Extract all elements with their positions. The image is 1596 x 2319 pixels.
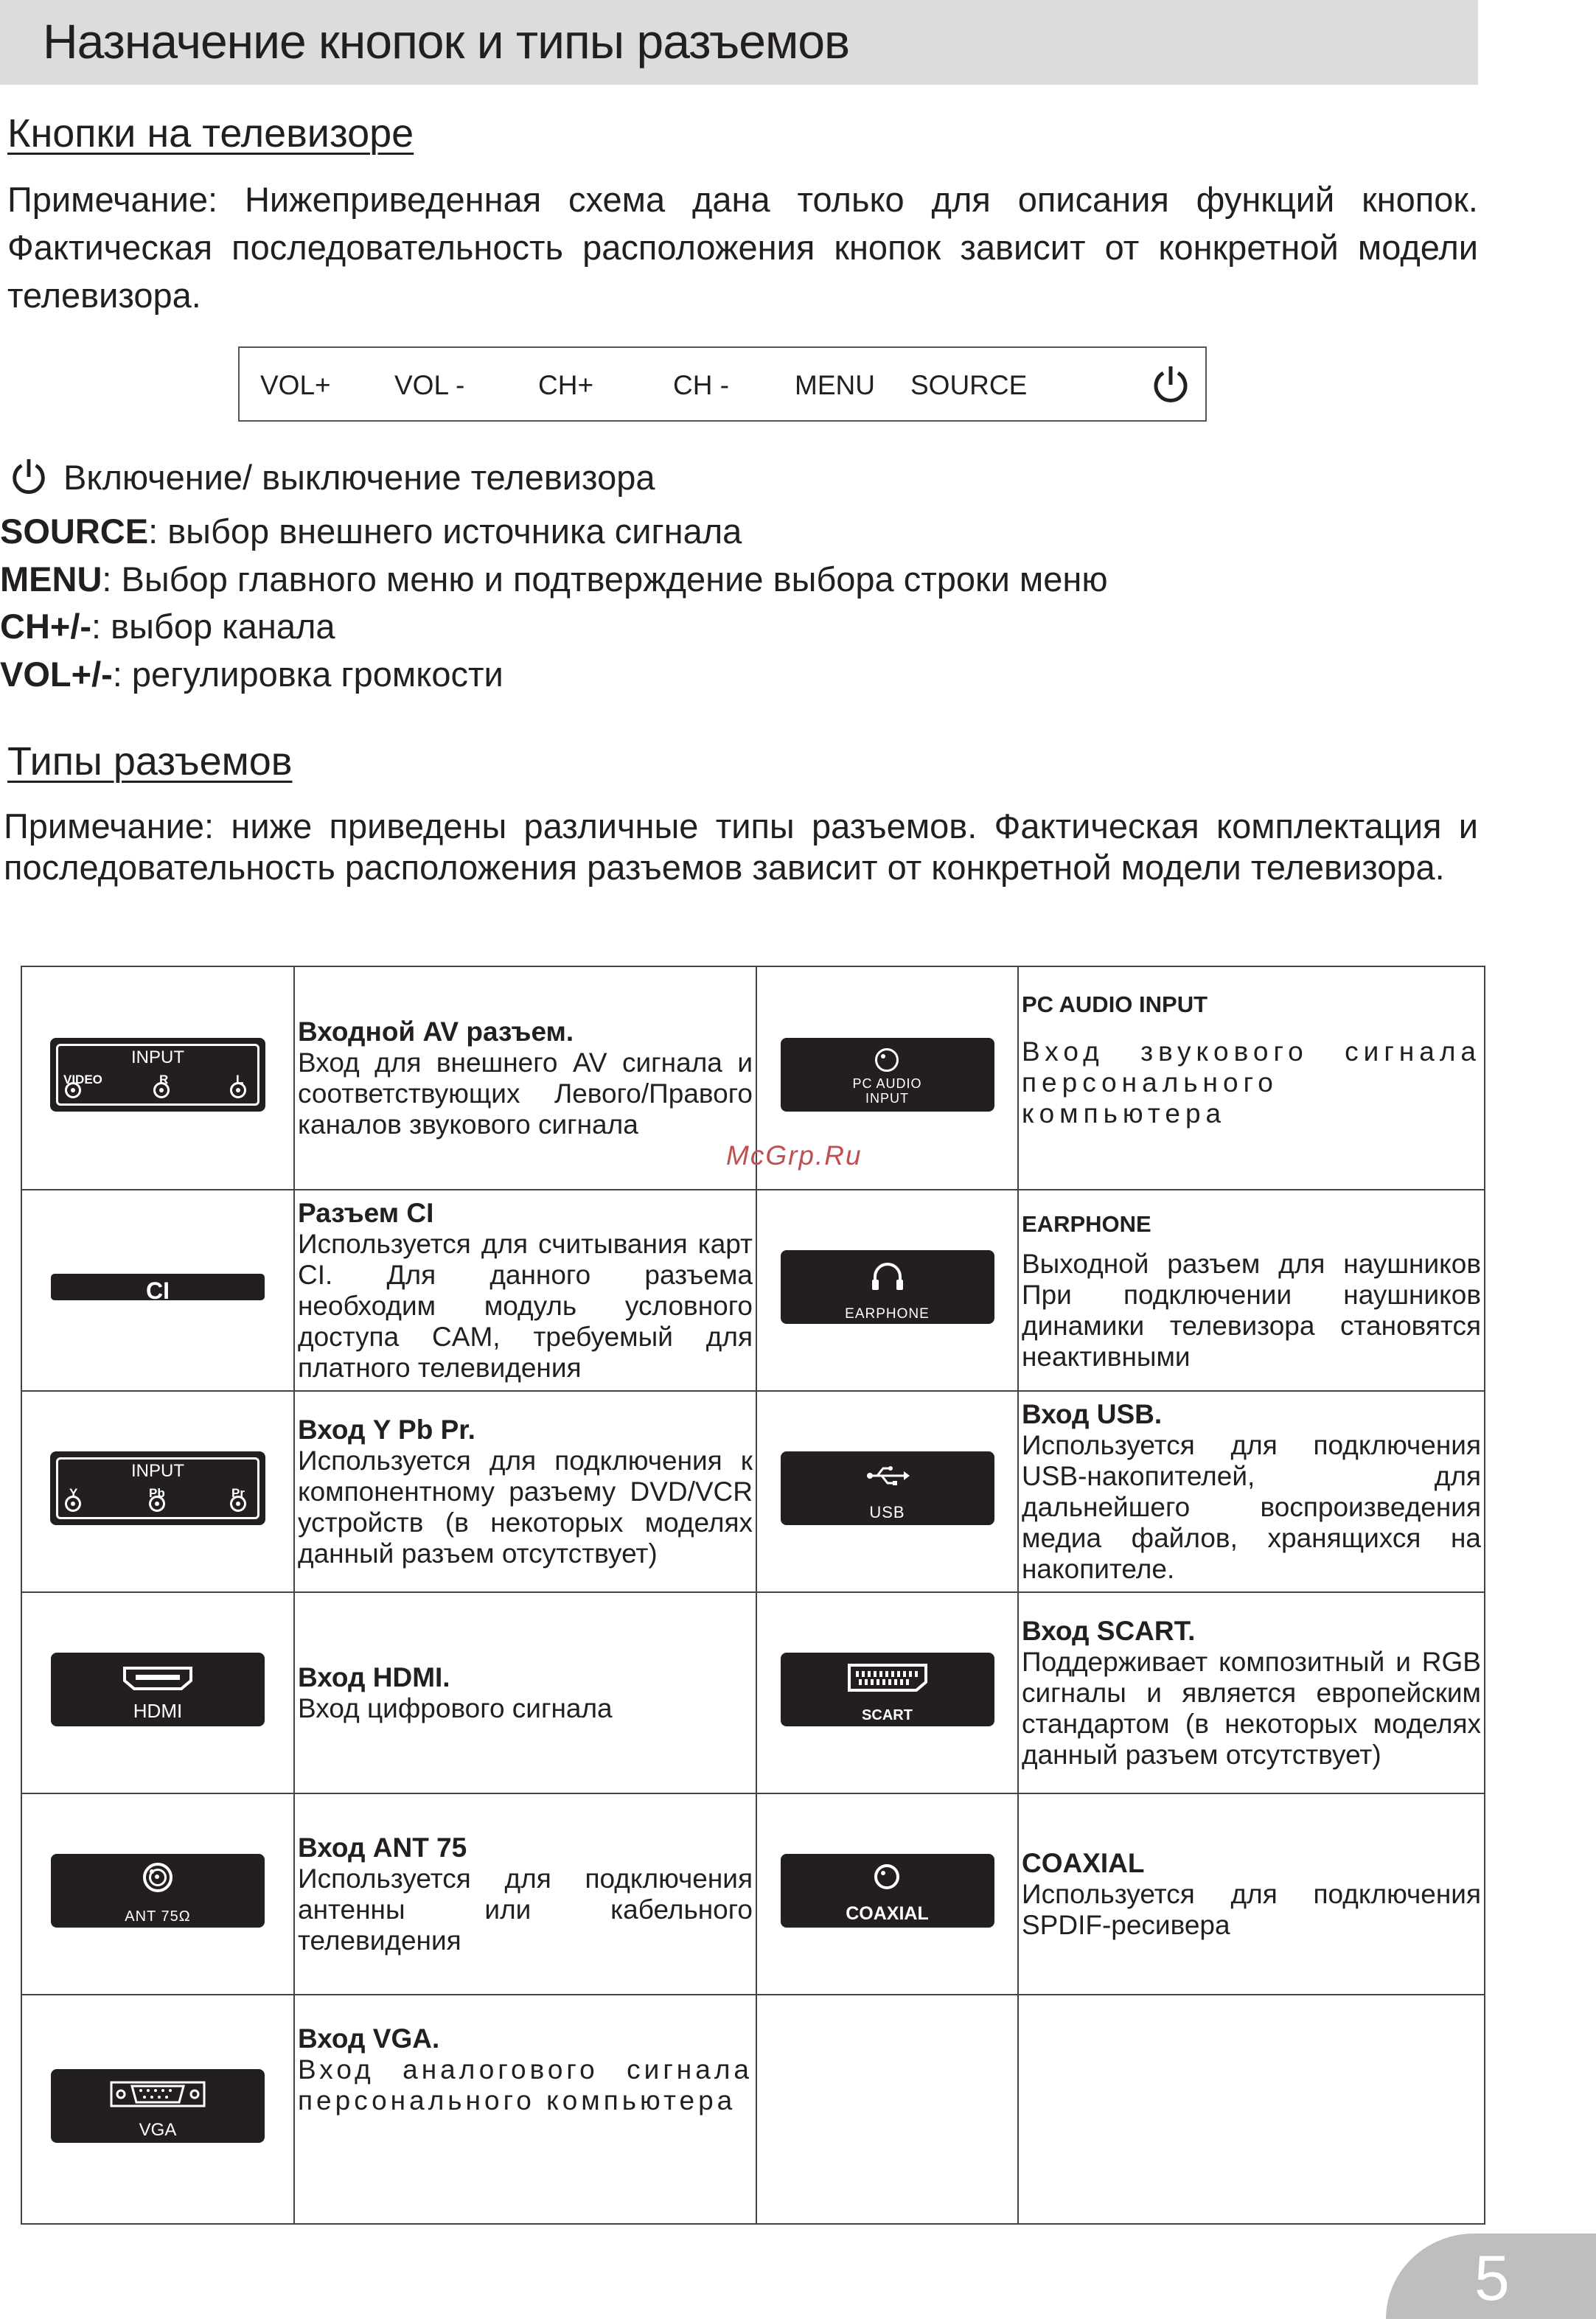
pc-audio-connector: PC AUDIO INPUT [781, 1038, 994, 1112]
earphone-connector: EARPHONE [781, 1250, 994, 1324]
hdmi-connector: HDMI [51, 1653, 265, 1726]
ypbpr-connector: INPUT Y Pb Pr [50, 1451, 265, 1525]
av-jack-icon [65, 1082, 81, 1098]
button-panel [238, 346, 1207, 422]
hdmi-title: Вход HDMI. [298, 1661, 450, 1692]
pc-audio-title: PC AUDIO INPUT [1022, 991, 1208, 1017]
panel-ch-minus: CH - [673, 370, 730, 400]
coaxial-desc: Используется для подключения SPDIF-ресивера [1022, 1878, 1481, 1940]
title-bar [0, 0, 1478, 85]
vga-connector: VGA [51, 2069, 265, 2143]
vga-title: Вход VGA. [298, 2023, 440, 2054]
hdmi-port-icon [122, 1666, 193, 1691]
legend-source-key: SOURCE [0, 512, 149, 551]
table-row [21, 1995, 1485, 2224]
coaxial-title: COAXIAL [1022, 1847, 1145, 1878]
table-row [21, 1793, 1485, 1995]
buttons-heading: Кнопки на телевизоре [7, 111, 414, 156]
ant-title: Вход ANT 75 [298, 1832, 467, 1863]
legend-source-text: : выбор внешнего источника сигнала [148, 512, 742, 551]
hdmi-desc: Вход цифрового сигнала [298, 1692, 613, 1723]
page-number: 5 [1474, 2243, 1510, 2314]
ypbpr-title: Вход Y Pb Pr. [298, 1414, 475, 1445]
panel-vol-plus: VOL+ [260, 370, 331, 400]
panel-ch-plus: CH+ [538, 370, 594, 400]
page-number-tab [1386, 2233, 1596, 2319]
rca-jack-icon [149, 1496, 165, 1512]
table-row [21, 1592, 1485, 1793]
rca-jack-icon [230, 1496, 246, 1512]
headphones-icon [871, 1260, 905, 1291]
panel-vol-minus: VOL - [394, 370, 465, 400]
page-title: Назначение кнопок и типы разъемов [43, 14, 850, 69]
legend-ch-text: : выбор канала [91, 607, 335, 646]
vga-desc: Вход аналогового сигнала персонального компьютера [298, 2054, 753, 2116]
audio-jack-icon [875, 1048, 899, 1072]
power-icon [1150, 364, 1191, 405]
legend-ch [0, 606, 335, 646]
av-desc: Вход для внешнего AV сигнала и соответствующих Левого/Правого каналов звукового сигнала [298, 1047, 753, 1140]
ant-connector: ANT 75Ω [51, 1854, 265, 1928]
legend-power [0, 457, 655, 498]
usb-desc: Используется для подключения USB-накопителей, для дальнейшего воспроизведения медиа файлов, хранящихся на накопителе. [1022, 1429, 1481, 1584]
legend-vol-text: : регулировка громкости [112, 655, 503, 694]
usb-title: Вход USB. [1022, 1398, 1163, 1429]
ci-connector: CI [51, 1274, 265, 1300]
panel-source: SOURCE [910, 370, 1028, 400]
table-row [21, 1391, 1485, 1592]
power-icon [9, 457, 49, 497]
legend-menu-text: : Выбор главного меню и подтверждение выбора строки меню [102, 559, 1108, 599]
legend-source [0, 511, 742, 551]
ci-desc: Используется для считывания карт CI. Для данного разъема необходим модуль условного доступа CAM, требуемый для платного телевидения [298, 1228, 753, 1383]
av-title: Входной AV разъем. [298, 1016, 574, 1047]
scart-connector: SCART [781, 1653, 994, 1726]
scart-title: Вход SCART. [1022, 1615, 1196, 1646]
scart-port-icon [847, 1663, 928, 1692]
av-input-connector: INPUT VIDEO R L [50, 1038, 265, 1112]
usb-icon [865, 1465, 910, 1487]
coaxial-connector: COAXIAL [781, 1854, 994, 1928]
vga-port-icon [110, 2081, 206, 2107]
legend-menu [0, 559, 1108, 599]
ant-desc: Используется для подключения антенны или кабельного телевидения [298, 1863, 753, 1956]
ci-title: Разъем CI [298, 1197, 434, 1228]
table-row [21, 1190, 1485, 1391]
legend-menu-key: MENU [0, 559, 102, 599]
scart-desc: Поддерживает композитный и RGB сигналы и является европейским стандартом (в некоторых моделях данный разъем отсутствует) [1022, 1646, 1481, 1770]
pc-audio-desc: Вход звукового сигнала персонального компьютера [1022, 1036, 1481, 1129]
watermark: McGrp.Ru [726, 1140, 863, 1171]
av-jack-icon [230, 1082, 246, 1098]
panel-menu: MENU [795, 370, 875, 400]
earphone-desc: Выходной разъем для наушников При подключении наушников динамики телевизора становятся неактивными [1022, 1248, 1481, 1372]
buttons-note: Примечание: Нижеприведенная схема дана только для описания функций кнопок. Фактическая последовательность расположения кнопок зависит от конкретной модели телевизора. [7, 180, 1478, 315]
usb-connector: USB [781, 1451, 994, 1525]
connectors-note: Примечание: ниже приведены различные типы разъемов. Фактическая комплектация и последовательность расположения разъемов зависит от конкретной модели телевизора. [4, 806, 1478, 887]
rca-jack-icon [65, 1496, 81, 1512]
legend-power-text: Включение/ выключение телевизора [63, 458, 655, 497]
connectors-heading: Типы разъемов [7, 739, 293, 784]
legend-ch-key: CH+/- [0, 607, 92, 646]
legend-vol [0, 654, 503, 694]
av-jack-icon [153, 1082, 170, 1098]
earphone-title: EARPHONE [1022, 1210, 1151, 1237]
spdif-jack-icon [874, 1864, 899, 1889]
legend-vol-key: VOL+/- [0, 655, 113, 694]
ypbpr-desc: Используется для подключения к компонентному разъему DVD/VCR устройств (в некоторых моделях данный разъем отсутствует) [298, 1445, 753, 1569]
